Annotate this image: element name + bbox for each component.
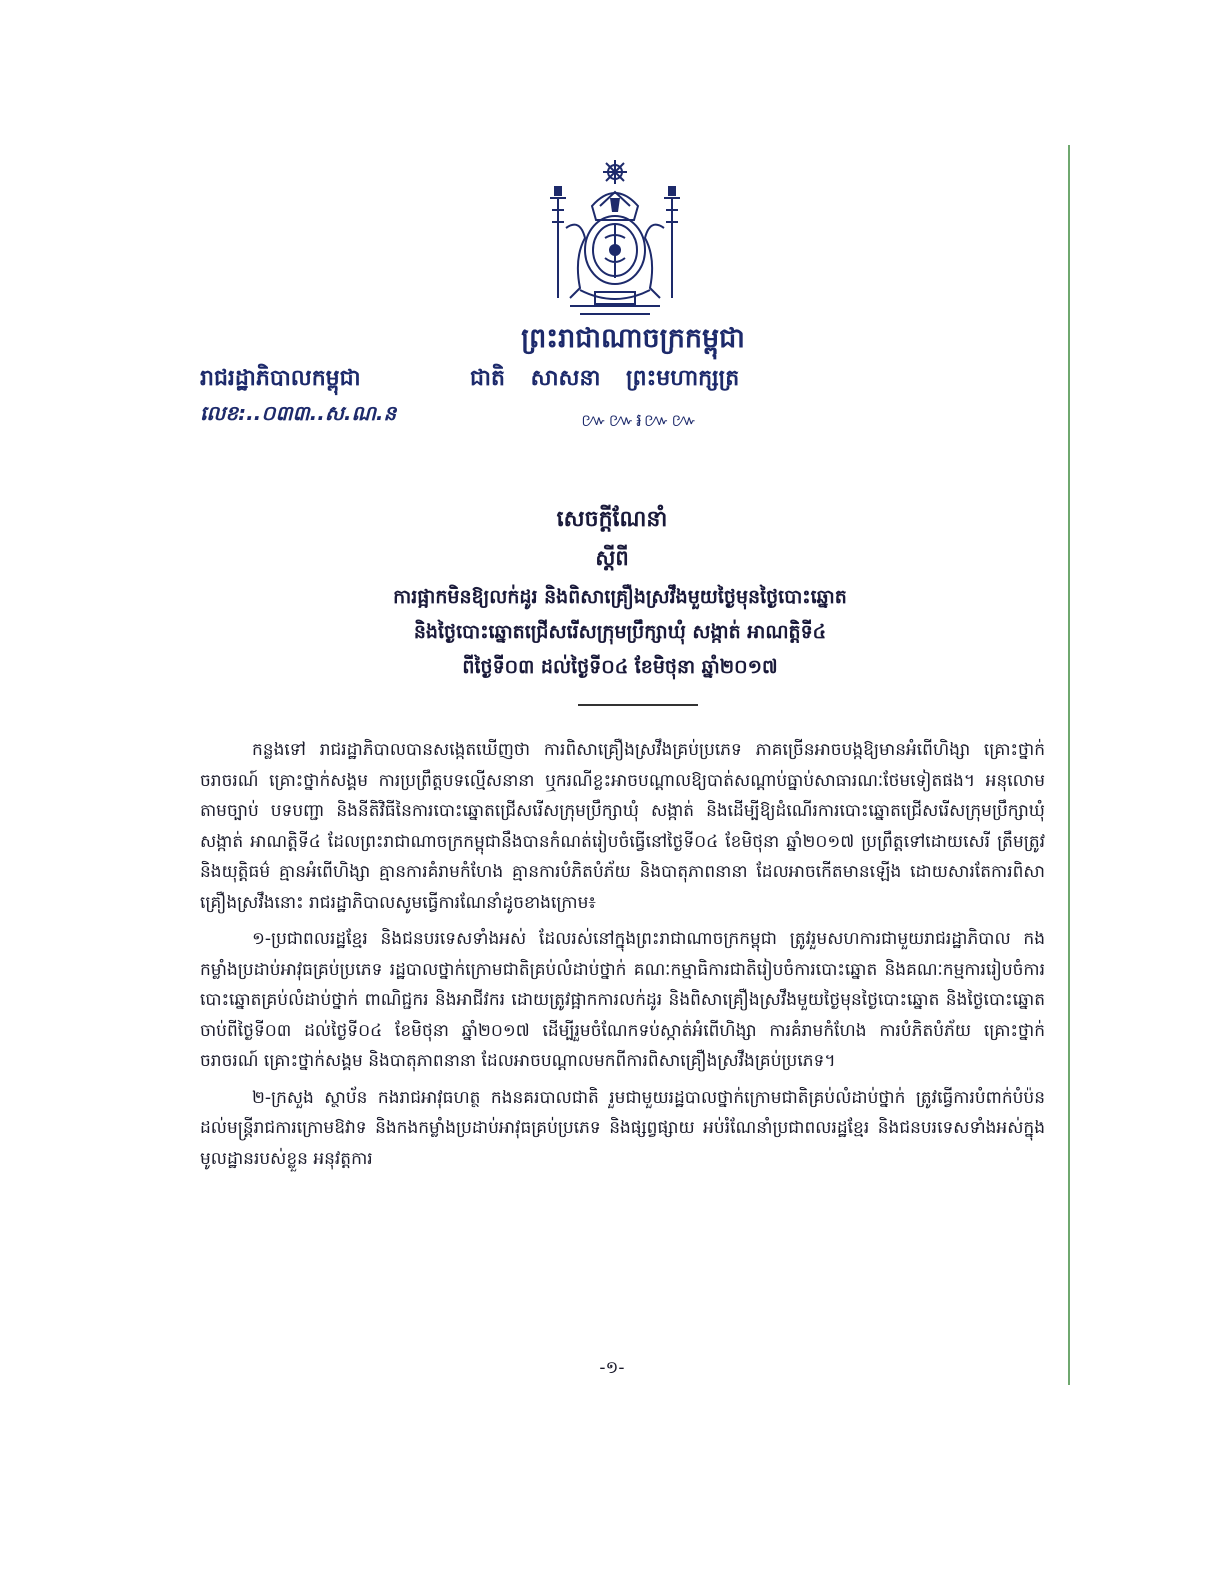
document-body [200, 735, 1045, 1180]
subject-line: និងថ្ងៃបោះឆ្នោតជ្រើសរើសក្រុមប្រឹក្សាឃុំ សង្កាត់ អាណត្តិទី៤ [413, 621, 827, 643]
page-number: -១- [599, 1358, 625, 1378]
kingdom-title: ព្រះរាជាណាចក្រកម្ពុជា [521, 323, 745, 354]
national-motto: ជាតិ សាសនា ព្រះមហាក្សត្រ [470, 366, 740, 391]
subject-block [280, 580, 960, 685]
ornament-divider: ៚៚៛៚៚ [581, 410, 699, 431]
margin-rule [1068, 145, 1070, 1385]
subject-line: ការផ្អាកមិនឱ្យលក់ដូរ និងពិសាគ្រឿងស្រវឹងមួយថ្ងៃមុនថ្ងៃបោះឆ្នោត [393, 586, 847, 608]
about-heading: ស្តីពី [595, 546, 629, 570]
royal-coat-of-arms-icon [540, 158, 690, 318]
body-paragraph: កន្លងទៅ រាជរដ្ឋាភិបាលបានសង្កេតឃើញថា ការពិសាគ្រឿងស្រវឹងគ្រប់ប្រភេទ ភាគច្រើនអាចបង្កឱ្យមានអំពើហិង្សា គ្រោះថ្នាក់ចរាចរណ៍ គ្រោះថ្នាក់សង្គម ការប្រព្រឹត្តបទល្មើសនានា ឬករណីខ្លះអាចបណ្តាលឱ្យបាត់សណ្តាប់ធ្នាប់សាធារណៈថែមទៀតផង។ អនុលោមតាមច្បាប់ បទបញ្ជា និងនីតិវិធីនៃការបោះឆ្នោតជ្រើសរើសក្រុមប្រឹក្សាឃុំ សង្កាត់ និងដើម្បីឱ្យដំណើរការបោះឆ្នោតជ្រើសរើសក្រុមប្រឹក្សាឃុំ សង្កាត់ អាណត្តិទី៤ ដែលព្រះរាជាណាចក្រកម្ពុជានឹងបានកំណត់រៀបចំធ្វើនៅថ្ងៃទី០៤ ខែមិថុនា ឆ្នាំ២០១៧ ប្រព្រឹត្តទៅដោយសេរី ត្រឹមត្រូវ និងយុត្តិធម៌ គ្មានអំពើហិង្សា គ្មានការគំរាមកំហែង គ្មានការបំភិតបំភ័យ និងបាតុភាពនានា ដែលអាចកើតមានឡើង ដោយសារតែការពិសាគ្រឿងស្រវឹងនោះ រាជរដ្ឋាភិបាលសូមធ្វើការណែនាំដូចខាងក្រោម៖ [200, 740, 1045, 913]
document-type-heading: សេចក្តីណែនាំ [556, 507, 668, 532]
title-divider [578, 704, 698, 706]
body-paragraph: ១-ប្រជាពលរដ្ឋខ្មែរ និងជនបរទេសទាំងអស់ ដែលរស់នៅក្នុងព្រះរាជាណាចក្រកម្ពុជា ត្រូវរួមសហការជាមួយរាជរដ្ឋាភិបាល កងកម្លាំងប្រដាប់អាវុធគ្រប់ប្រភេទ រដ្ឋបាលថ្នាក់ក្រោមជាតិគ្រប់លំដាប់ថ្នាក់ គណៈកម្មាធិការជាតិរៀបចំការបោះឆ្នោត និងគណៈកម្មការរៀបចំការបោះឆ្នោតគ្រប់លំដាប់ថ្នាក់ ពាណិជ្ជករ និងអាជីវករ ដោយត្រូវផ្អាកការលក់ដូរ និងពិសាគ្រឿងស្រវឹងមួយថ្ងៃមុនថ្ងៃបោះឆ្នោត និងថ្ងៃបោះឆ្នោត ចាប់ពីថ្ងៃទី០៣ ដល់ថ្ងៃទី០៤ ខែមិថុនា ឆ្នាំ២០១៧ ដើម្បីរួមចំណែកទប់ស្កាត់អំពើហិង្សា ការគំរាមកំហែង ការបំភិតបំភ័យ គ្រោះថ្នាក់ចរាចរណ៍ គ្រោះថ្នាក់សង្គម និងបាតុភាពនានា ដែលអាចបណ្តាលមកពីការពិសាគ្រឿងស្រវឹងគ្រប់ប្រភេទ។ [200, 929, 1045, 1071]
body-paragraph: ២-ក្រសួង ស្ថាប័ន កងរាជអាវុធហត្ថ កងនគរបាលជាតិ រួមជាមួយរដ្ឋបាលថ្នាក់ក្រោមជាតិគ្រប់លំដាប់ថ្នាក់ ត្រូវធ្វើការបំពាក់បំប៉នដល់មន្ត្រីរាជការក្រោមឱវាទ និងកងកម្លាំងប្រដាប់អាវុធគ្រប់ប្រភេទ និងផ្សព្វផ្សាយ អប់រំណែនាំប្រជាពលរដ្ឋខ្មែរ និងជនបរទេសទាំងអស់ក្នុងមូលដ្ឋានរបស់ខ្លួន អនុវត្តការ [200, 1087, 1045, 1169]
subject-line: ពីថ្ងៃទី០៣ ដល់ថ្ងៃទី០៤ ខែមិថុនា ឆ្នាំ២០១៧ [462, 656, 778, 678]
reference-number: លេខ:..០៣៣..ស.ណ.ន [200, 401, 397, 425]
government-name: រាជរដ្ឋាភិបាលកម្ពុជា [200, 366, 361, 391]
